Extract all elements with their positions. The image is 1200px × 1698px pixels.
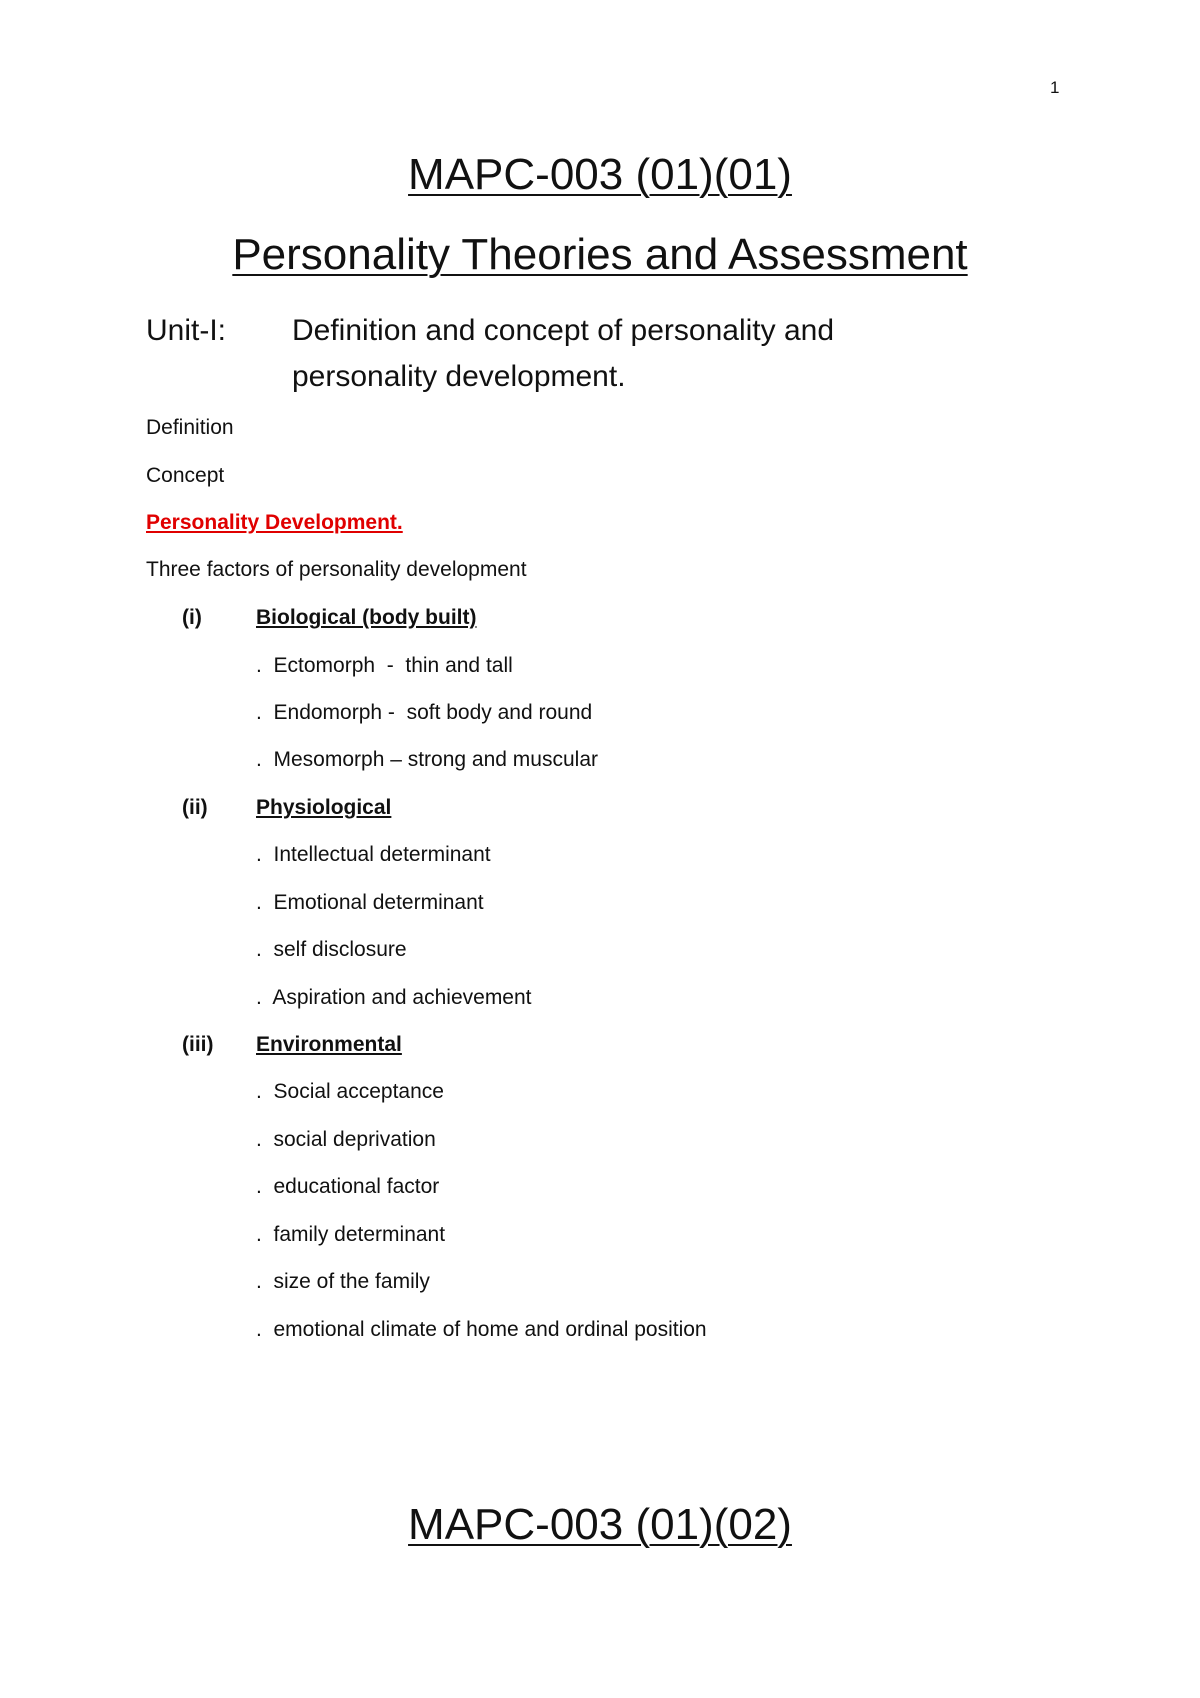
three-factors-text: Three factors of personality development	[146, 558, 527, 581]
list-item: . Emotional determinant	[256, 891, 484, 914]
personality-development-heading: Personality Development.	[146, 511, 403, 534]
list-item: . Endomorph - soft body and round	[256, 701, 593, 724]
list-item: . social deprivation	[256, 1128, 436, 1151]
next-course-code-title: MAPC-003 (01)(02)	[408, 1500, 792, 1549]
concept-heading: Concept	[146, 464, 225, 487]
factor-3-numeral: (iii)	[182, 1033, 214, 1056]
unit-line-1: Definition and concept of personality and	[292, 314, 835, 347]
list-item: . Ectomorph - thin and tall	[256, 654, 513, 677]
unit-description	[292, 308, 1012, 400]
page-number: 1	[1050, 78, 1060, 97]
list-item: . emotional climate of home and ordinal position	[256, 1318, 707, 1341]
factor-2-heading: Physiological	[256, 796, 392, 819]
list-item: . Social acceptance	[256, 1080, 444, 1103]
unit-line-2: personality development.	[292, 360, 626, 393]
course-code-title: MAPC-003 (01)(01)	[408, 150, 792, 199]
factor-2-numeral: (ii)	[182, 796, 208, 819]
factor-1-heading: Biological (body built)	[256, 606, 477, 629]
list-item: . Intellectual determinant	[256, 843, 491, 866]
list-item: . educational factor	[256, 1175, 440, 1198]
factor-3-heading: Environmental	[256, 1033, 402, 1056]
unit-label: Unit-I:	[146, 314, 227, 347]
list-item: . family determinant	[256, 1223, 446, 1246]
course-main-title: Personality Theories and Assessment	[232, 230, 968, 279]
list-item: . self disclosure	[256, 938, 407, 961]
definition-heading: Definition	[146, 416, 234, 439]
factor-1-numeral: (i)	[182, 606, 202, 629]
list-item: . Mesomorph – strong and muscular	[256, 748, 598, 771]
list-item: . Aspiration and achievement	[256, 986, 532, 1009]
list-item: . size of the family	[256, 1270, 430, 1293]
